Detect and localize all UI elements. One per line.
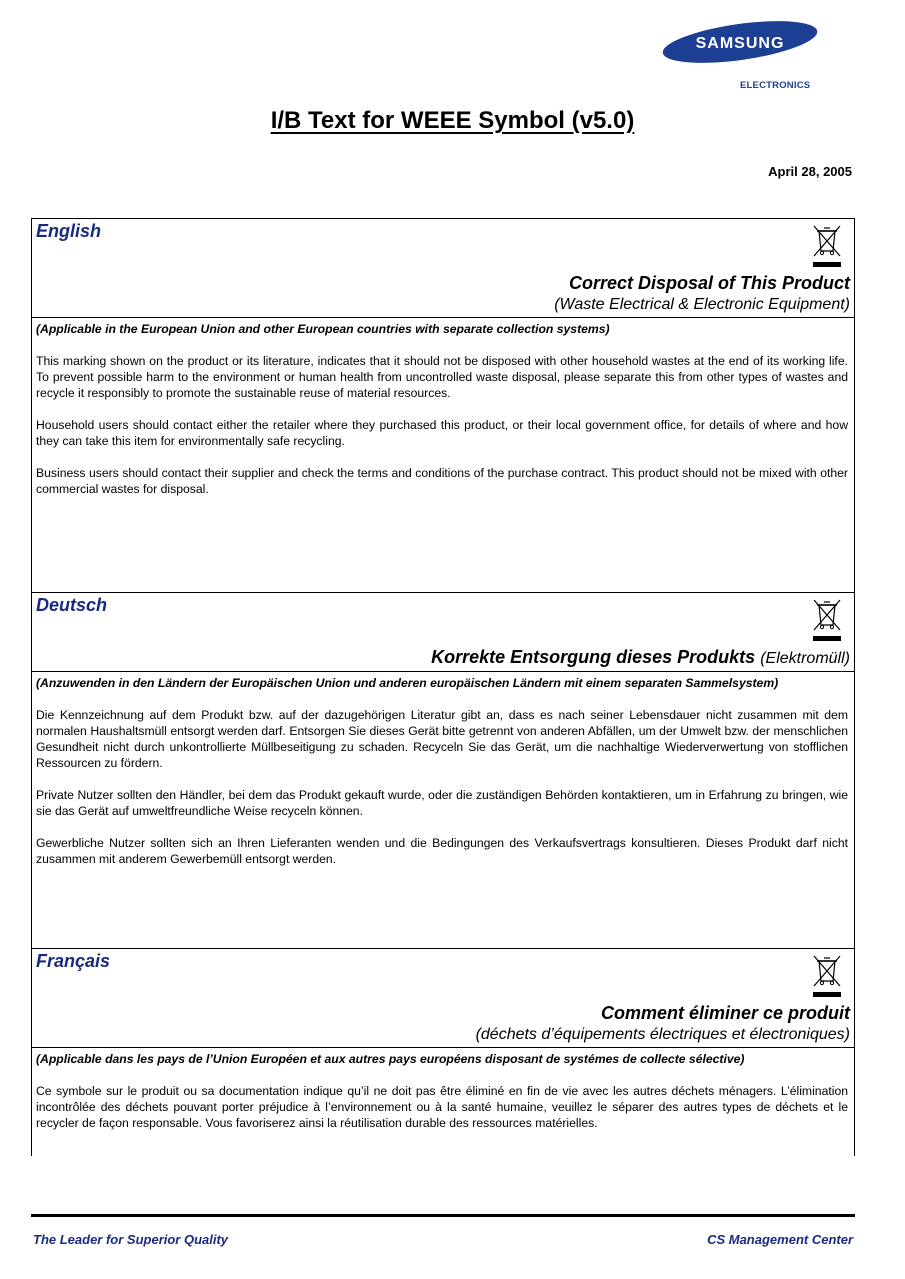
section-heading <box>431 647 850 668</box>
language-label: English <box>36 221 102 241</box>
weee-bin-icon <box>812 223 842 269</box>
section-body <box>36 321 848 513</box>
heading-inline-sub: (Elektromüll) <box>760 650 850 667</box>
document-date: April 28, 2005 <box>768 164 852 179</box>
paragraph: Business users should contact their supplier and check the terms and conditions of the purchase contract. This product should not be mixed with other commercial wastes for disposal. <box>36 466 848 496</box>
paragraph: Private Nutzer sollten den Händler, bei dem das Produkt gekauft wurde, oder die zuständigen Behörden kontaktieren, um in Erfahrung zu bringen, wie sie das Gerät auf umweltfreundliche Weise recyceln können. <box>36 788 848 818</box>
section-body <box>36 675 848 883</box>
section-subheading: (Waste Electrical & Electronic Equipment) <box>554 296 850 313</box>
paragraph: Die Kennzeichnung auf dem Produkt bzw. auf der dazugehörigen Literatur gibt an, dass es nach seiner Lebensdauer nicht zusammen mit dem normalen Haushaltsmüll entsorgt werden darf. Entsorgen Sie dieses Gerät bitte getrennt von anderen Abfällen, um der Umwelt bzw. der menschlichen Gesundheit nicht durch unkontrollierte Müllbeseitigung zu schaden. Recyceln Sie das Gerät, um die nachhaltige Wiederverwertung von stofflichen Ressourcen zu fördern. <box>36 708 848 770</box>
heading-main: Korrekte Entsorgung dieses Produkts <box>431 647 756 667</box>
section-subheading: (déchets d’équipements électriques et électroniques) <box>475 1026 850 1043</box>
language-label: Deutsch <box>36 595 108 615</box>
paragraph: This marking shown on the product or its literature, indicates that it should not be disposed with other household wastes at the end of its working life. To prevent possible harm to the environment or human health from uncontrolled waste disposal, please separate this from other types of wastes and recycle it responsibly to promote the sustainable reuse of material resources. <box>36 354 848 400</box>
applicability-note: (Applicable in the European Union and other European countries with separate collection systems) <box>36 322 610 336</box>
logo-subtitle: ELECTRONICS <box>740 80 811 91</box>
language-label: Français <box>36 951 111 971</box>
weee-bin-icon <box>812 597 842 643</box>
section-francais <box>32 949 854 1157</box>
section-deutsch <box>32 593 854 949</box>
section-heading: Correct Disposal of This Product <box>568 273 850 293</box>
section-body <box>36 1051 848 1147</box>
document-title: I/B Text for WEEE Symbol (v5.0) <box>270 107 635 134</box>
footer-center-name: CS Management Center <box>707 1232 853 1247</box>
applicability-note: (Anzuwenden in den Ländern der Europäischen Union und anderen europäischen Ländern mit einem separaten Sammelsystem) <box>36 676 779 690</box>
applicability-note: (Applicable dans les pays de l’Union Européen et aux autres pays européens disposant de systémes de collecte sélective) <box>36 1052 745 1066</box>
footer-divider <box>31 1214 855 1217</box>
footer-tagline: The Leader for Superior Quality <box>33 1232 229 1247</box>
samsung-logo-mark <box>660 20 850 80</box>
paragraph: Gewerbliche Nutzer sollten sich an Ihren Lieferanten wenden und die Bedingungen des Verkaufsvertrags konsultieren. Dieses Produkt darf nicht zusammen mit anderem Gewerbemüll entsorgt werden. <box>36 836 848 866</box>
weee-text-table <box>31 218 855 1156</box>
weee-bin-icon <box>812 953 842 999</box>
section-heading: Comment éliminer ce produit <box>600 1003 850 1023</box>
section-english <box>32 219 854 593</box>
paragraph: Household users should contact either the retailer where they purchased this product, or their local government office, for details of where and how they can take this item for environmentally safe recycling. <box>36 418 848 448</box>
logo-brand-text: SAMSUNG <box>695 35 785 52</box>
paragraph: Ce symbole sur le produit ou sa documentation indique qu’il ne doit pas être éliminé en fin de vie avec les autres déchets ménagers. L’élimination incontrôlée des déchets pouvant porter préjudice à l’environnement ou à la santé humaine, veuillez le séparer des autres types de déchets et le recycler de façon responsable. Vous favoriserez ainsi la réutilisation durable des ressources matérielles. <box>36 1084 848 1130</box>
